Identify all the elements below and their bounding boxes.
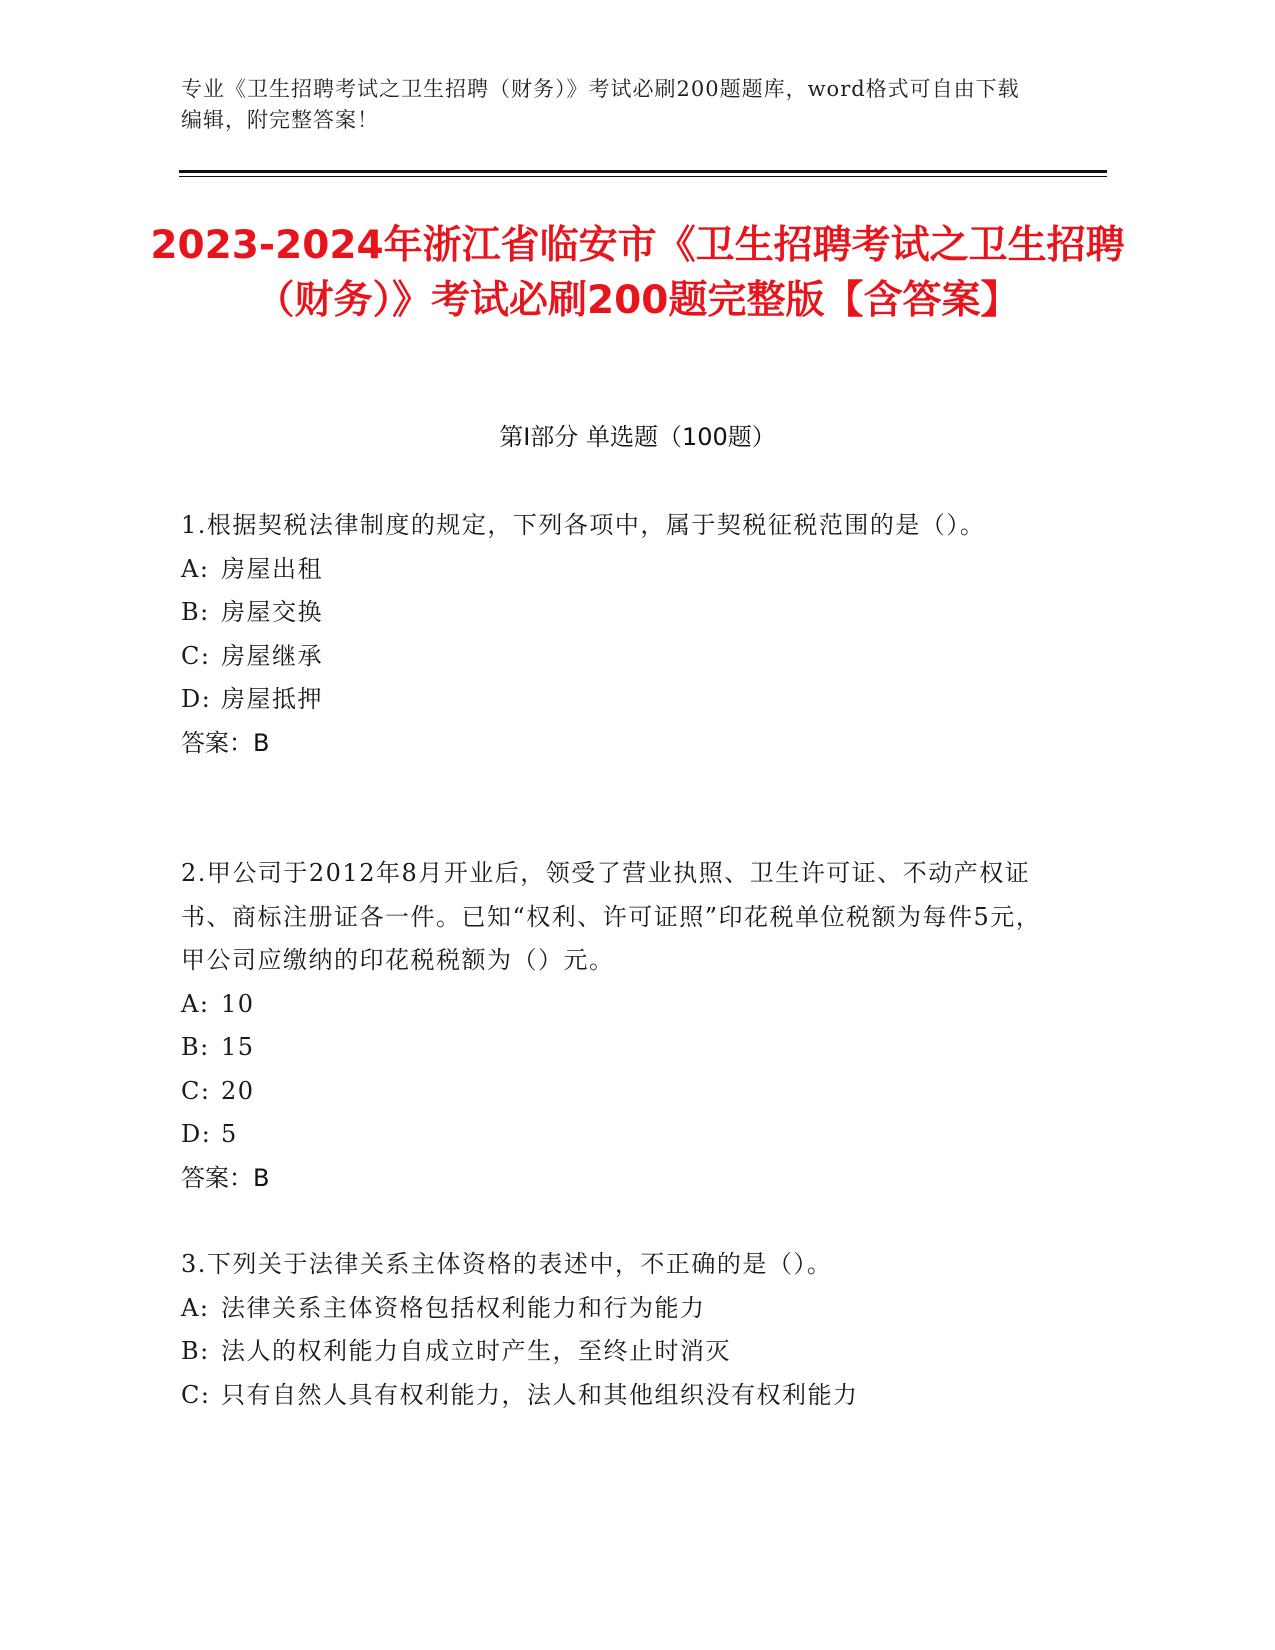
option-text: 房屋抵押 bbox=[221, 685, 323, 713]
option-key: A: bbox=[181, 554, 210, 583]
option-text: 5 bbox=[221, 1120, 238, 1148]
option-b bbox=[181, 1026, 1051, 1070]
question-3 bbox=[181, 1243, 1051, 1417]
question-stem: 1.根据契税法律制度的规定，下列各项中，属于契税征税范围的是（）。 bbox=[181, 511, 986, 539]
question-2 bbox=[181, 852, 1051, 1200]
option-text: 15 bbox=[221, 1033, 255, 1061]
option-text: 20 bbox=[221, 1076, 255, 1105]
option-text: 房屋交换 bbox=[221, 598, 323, 626]
option-b bbox=[181, 591, 1051, 635]
option-c bbox=[181, 1070, 1051, 1114]
option-key: C: bbox=[181, 1076, 211, 1105]
option-key: A: bbox=[181, 1293, 210, 1322]
section-title: 第Ⅰ部分 单选题（100题） bbox=[499, 423, 776, 451]
option-a bbox=[181, 983, 1051, 1027]
option-c bbox=[181, 1374, 1051, 1418]
question-1 bbox=[181, 504, 1051, 765]
header-divider-thin bbox=[179, 176, 1107, 177]
option-key: B: bbox=[181, 1337, 210, 1365]
question-stem: 3.下列关于法律关系主体资格的表述中，不正确的是（）。 bbox=[181, 1250, 833, 1278]
option-key: C: bbox=[181, 641, 211, 670]
option-text: 法人的权利能力自成立时产生，至终止时消灭 bbox=[221, 1337, 731, 1365]
option-a bbox=[181, 1287, 1051, 1331]
option-c bbox=[181, 635, 1051, 679]
option-d bbox=[181, 678, 1051, 722]
answer-label: 答案：B bbox=[181, 728, 270, 757]
option-text: 只有自然人具有权利能力，法人和其他组织没有权利能力 bbox=[221, 1380, 859, 1409]
option-key: A: bbox=[181, 989, 210, 1018]
option-b bbox=[181, 1330, 1051, 1374]
option-text: 房屋继承 bbox=[221, 641, 323, 670]
answer-label: 答案：B bbox=[181, 1163, 270, 1192]
option-key: B: bbox=[181, 598, 210, 626]
question-stem: 2.甲公司于2012年8月开业后，领受了营业执照、卫生许可证、不动产权证书、商标注册证各一件。已知“权利、许可证照”印花税单位税额为每件5元，甲公司应缴纳的印花税税额为（）元。 bbox=[181, 859, 1042, 974]
option-key: C: bbox=[181, 1380, 211, 1409]
option-text: 法律关系主体资格包括权利能力和行为能力 bbox=[221, 1293, 706, 1322]
document-title: 2023-2024年浙江省临安市《卫生招聘考试之卫生招聘（财务）》考试必刷200题完整版【含答案】 bbox=[150, 223, 1125, 323]
option-text: 10 bbox=[221, 989, 255, 1018]
header-divider-thick bbox=[179, 170, 1107, 173]
option-key: B: bbox=[181, 1033, 210, 1061]
header-note: 专业《卫生招聘考试之卫生招聘（财务）》考试必刷200题题库，word格式可自由下载编辑，附完整答案！ bbox=[181, 77, 1020, 132]
option-key: D: bbox=[181, 685, 212, 713]
option-key: D: bbox=[181, 1120, 212, 1148]
option-text: 房屋出租 bbox=[221, 554, 323, 583]
option-d bbox=[181, 1113, 1051, 1157]
option-a bbox=[181, 548, 1051, 592]
